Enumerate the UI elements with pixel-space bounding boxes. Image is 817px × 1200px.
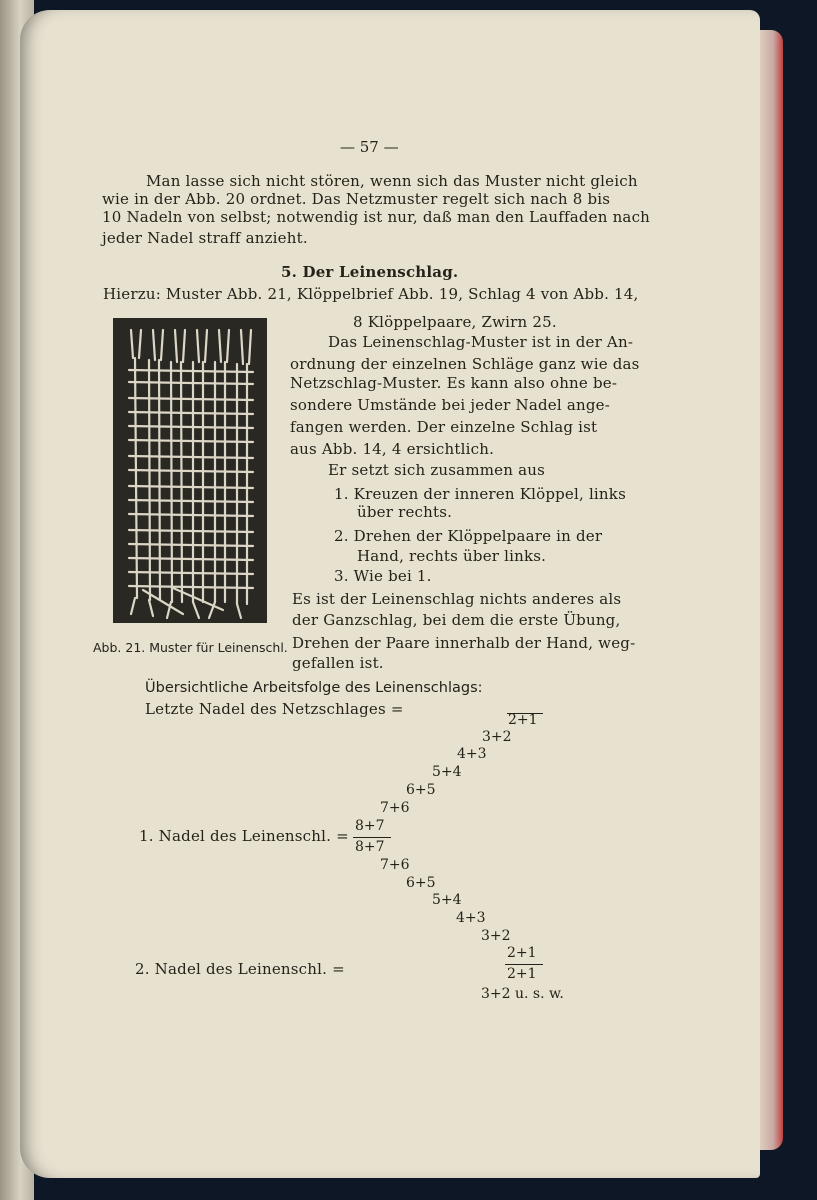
paragraph-line: jeder Nadel straff anzieht. bbox=[102, 229, 308, 247]
paragraph-line: gefallen ist. bbox=[292, 654, 384, 672]
sequence-rule bbox=[353, 837, 391, 838]
sequence-value: 3+2 bbox=[482, 729, 512, 745]
sequence-value: 5+4 bbox=[432, 764, 462, 780]
materials-line: 8 Klöppelpaare, Zwirn 25. bbox=[353, 313, 557, 331]
sequence-value: 3+2 bbox=[481, 928, 511, 944]
section-heading: 5. Der Leinenschlag. bbox=[281, 263, 459, 281]
sequence-value: 6+5 bbox=[406, 782, 436, 798]
sequence-rule bbox=[505, 964, 543, 965]
paragraph-line: fangen werden. Der einzelne Schlag ist bbox=[290, 418, 598, 436]
sequence-value: 7+6 bbox=[380, 857, 410, 873]
needle-1-label: 1. Nadel des Leinenschl. = bbox=[139, 827, 349, 845]
sequence-value: 2+1 bbox=[507, 966, 537, 982]
step-line: über rechts. bbox=[357, 503, 453, 521]
step-line: 2. Drehen der Klöppelpaare in der bbox=[334, 527, 603, 545]
paragraph-line: wie in der Abb. 20 ordnet. Das Netzmuster regelt sich nach 8 bis bbox=[102, 190, 611, 208]
paragraph-line: Man lasse sich nicht stören, wenn sich das Muster nicht gleich bbox=[146, 172, 638, 190]
overview-heading: Übersichtliche Arbeitsfolge des Leinenschlags: bbox=[145, 680, 483, 696]
sequence-value: 5+4 bbox=[432, 892, 462, 908]
sequence-intro: Letzte Nadel des Netzschlages = bbox=[145, 700, 404, 718]
lace-pattern-image bbox=[113, 318, 267, 623]
figure-caption: Abb. 21. Muster für Leinenschl. bbox=[93, 640, 288, 655]
sequence-value: 8+7 bbox=[355, 818, 385, 834]
paragraph-line: Das Leinenschlag-Muster ist in der An- bbox=[328, 333, 634, 351]
paragraph-line: sondere Umstände bei jeder Nadel ange- bbox=[290, 396, 610, 414]
paragraph-line: ordnung der einzelnen Schläge ganz wie das bbox=[290, 355, 640, 373]
paragraph-line: 10 Nadeln von selbst; notwendig ist nur, daß man den Lauffaden nach bbox=[102, 208, 651, 226]
lace-pattern-figure bbox=[113, 318, 267, 623]
paragraph-line: Drehen der Paare innerhalb der Hand, weg- bbox=[292, 634, 636, 652]
page-number: — 57 — bbox=[340, 138, 399, 156]
paragraph-line: aus Abb. 14, 4 ersichtlich. bbox=[290, 440, 495, 458]
paragraph-line: der Ganzschlag, bei dem die erste Übung, bbox=[292, 611, 621, 629]
sequence-value: 6+5 bbox=[406, 875, 436, 891]
sequence-value: 2+1 bbox=[508, 712, 538, 728]
sequence-value: 4+3 bbox=[456, 910, 486, 926]
step-line: 3. Wie bei 1. bbox=[334, 567, 432, 585]
sequence-value: 2+1 bbox=[507, 945, 537, 961]
sequence-value: 3+2 u. s. w. bbox=[481, 986, 564, 1002]
sequence-value: 8+7 bbox=[355, 839, 385, 855]
materials-line: Hierzu: Muster Abb. 21, Klöppelbrief Abb. 19, Schlag 4 von Abb. 14, bbox=[103, 285, 639, 303]
needle-2-label: 2. Nadel des Leinenschl. = bbox=[135, 960, 345, 978]
paragraph-line: Netzschlag-Muster. Es kann also ohne be- bbox=[290, 374, 618, 392]
sequence-value: 7+6 bbox=[380, 800, 410, 816]
paragraph-line: Er setzt sich zusammen aus bbox=[328, 461, 545, 479]
step-line: Hand, rechts über links. bbox=[357, 547, 547, 565]
paragraph-line: Es ist der Leinenschlag nichts anderes als bbox=[292, 590, 622, 608]
sequence-value: 4+3 bbox=[457, 746, 487, 762]
step-line: 1. Kreuzen der inneren Klöppel, links bbox=[334, 485, 626, 503]
